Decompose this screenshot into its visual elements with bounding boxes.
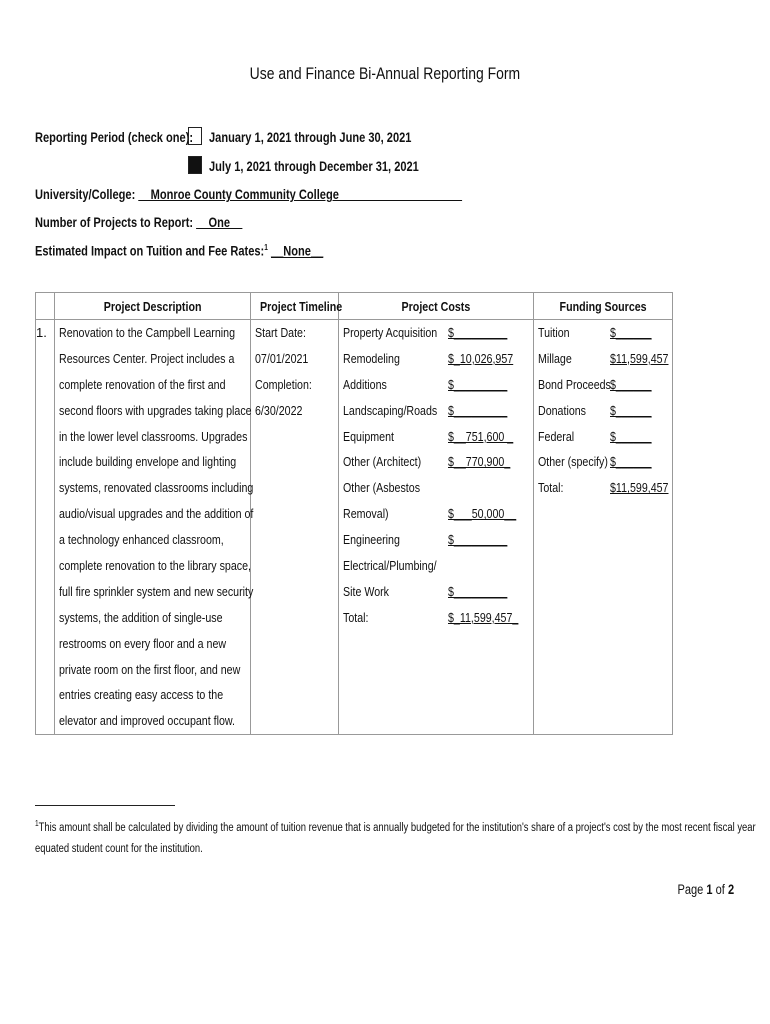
cost-item [343, 372, 533, 398]
funding-item [538, 475, 672, 501]
timeline-cell [251, 320, 339, 735]
cost-item [343, 398, 533, 424]
timeline-line-text: 07/01/2021 [255, 350, 309, 366]
cost-item [343, 527, 533, 553]
description-line [59, 579, 254, 605]
table-row [36, 320, 673, 735]
description-line-text: Resources Center. Project includes a [59, 350, 235, 366]
description-line-text: full fire sprinkler system and new security [59, 583, 254, 599]
table-header-row [36, 293, 673, 320]
page-number [665, 882, 734, 897]
cost-amount: $___50,000__ [448, 506, 517, 522]
description-line [59, 553, 250, 579]
funding-label: Millage [538, 350, 572, 366]
cost-amount: $_11,599,457_ [448, 609, 519, 625]
description-line-text: private room on the first floor, and new [59, 661, 241, 677]
cost-label: Other (Asbestos [343, 480, 421, 496]
description-line-text: systems, the addition of single-use [59, 609, 223, 625]
cost-label: Electrical/Plumbing/ [343, 558, 437, 574]
description-line [59, 501, 254, 527]
page-current: 1 [706, 882, 713, 897]
cost-label: Remodeling [343, 350, 400, 366]
cost-amount: $_________ [448, 532, 508, 548]
cost-amount: $_10,026,957 [448, 350, 514, 366]
reporting-period-label: Reporting Period (check one): [35, 130, 194, 145]
description-line [59, 605, 250, 631]
cost-item [343, 424, 533, 450]
description-line [59, 708, 250, 734]
cost-label: Other (Architect) [343, 454, 422, 470]
footnote-line2 [35, 843, 240, 855]
description-line-text: complete renovation to the library space, [59, 558, 251, 574]
timeline-line-text: Completion: [255, 376, 312, 392]
cost-item [343, 320, 533, 346]
timeline-line [255, 346, 338, 372]
cost-item [343, 346, 533, 372]
period-option2-checkbox[interactable] [188, 156, 202, 174]
funding-amount: $11,599,457 [610, 350, 669, 366]
costs-cell [339, 320, 534, 735]
cost-label: Site Work [343, 583, 390, 599]
timeline-line [255, 372, 338, 398]
description-line-text: audio/visual upgrades and the addition of [59, 506, 254, 522]
funding-cell [534, 320, 673, 735]
description-line-text: systems, renovated classrooms including [59, 480, 254, 496]
impact-field [35, 243, 387, 259]
footnote-mark: 1 [35, 819, 39, 828]
description-line-text: restrooms on every floor and a new [59, 635, 227, 651]
description-cell [55, 320, 254, 735]
footnote-divider [35, 805, 175, 806]
cost-item [343, 475, 533, 501]
description-line-text: a technology enhanced classroom, [59, 532, 224, 548]
description-line [59, 657, 250, 683]
university-value: __Monroe County Community College____________________ [138, 187, 463, 202]
timeline-line-text: Start Date: [255, 325, 306, 340]
header-costs: Project Costs [339, 293, 534, 320]
description-line-text: entries creating easy access to the [59, 687, 224, 703]
header-timeline: Project Timeline [251, 293, 339, 320]
funding-label: Tuition [538, 325, 570, 340]
cost-label: Engineering [343, 532, 400, 548]
page-of: of [715, 882, 725, 897]
header-description: Project Description [55, 293, 251, 320]
university-field [35, 187, 556, 202]
cost-amount: $_________ [448, 402, 508, 418]
cost-label: Removal) [343, 506, 389, 522]
cost-amount: $_________ [448, 376, 508, 392]
description-line-text: elevator and improved occupant flow. [59, 713, 236, 729]
footnote-text2: equated student count for the institution. [35, 843, 203, 855]
num-projects-label: Number of Projects to Report: [35, 215, 194, 230]
timeline-line [255, 320, 338, 346]
description-line [59, 631, 250, 657]
period-option2-label: July 1, 2021 through December 31, 2021 [209, 159, 419, 174]
funding-amount: $______ [610, 402, 652, 418]
funding-item [538, 320, 672, 346]
footnote-text1: This amount shall be calculated by dividing the amount of tuition revenue that is annually budgeted for the institution's share of a project's cost by the most recent fiscal year [38, 821, 756, 834]
funding-amount: $______ [610, 428, 652, 444]
description-line-text: Renovation to the Campbell Learning [59, 325, 236, 340]
cost-amount: $_________ [448, 583, 508, 599]
funding-item [538, 346, 672, 372]
cost-item [343, 553, 533, 579]
cost-item [343, 579, 533, 605]
funding-amount: $______ [610, 325, 652, 340]
description-line [59, 449, 250, 475]
page-prefix: Page [677, 882, 704, 897]
funding-item [538, 424, 672, 450]
funding-label: Other (specify) [538, 454, 608, 470]
cost-label: Equipment [343, 428, 394, 444]
university-label: University/College: [35, 187, 136, 202]
cost-amount: $_________ [448, 325, 508, 340]
footnote-line1 [35, 819, 770, 834]
funding-item [538, 398, 672, 424]
cost-label: Total: [343, 609, 369, 625]
impact-footnote-mark: 1 [264, 243, 268, 252]
period-option1-checkbox[interactable] [188, 127, 202, 145]
cost-label: Property Acquisition [343, 325, 438, 340]
impact-label: Estimated Impact on Tuition and Fee Rates: [35, 243, 265, 259]
header-funding: Funding Sources [534, 293, 673, 320]
funding-item [538, 449, 672, 475]
form-title: Use and Finance Bi-Annual Reporting Form [249, 64, 521, 83]
description-line [59, 527, 250, 553]
num-projects-field [35, 215, 288, 230]
funding-label: Federal [538, 428, 575, 444]
description-line [59, 475, 254, 501]
description-line [59, 398, 250, 424]
funding-label: Donations [538, 402, 587, 418]
timeline-line-text: 6/30/2022 [255, 402, 303, 418]
cost-item [343, 449, 533, 475]
impact-value: __None__ [270, 243, 324, 259]
funding-label: Bond Proceeds [538, 376, 611, 392]
description-line [59, 682, 250, 708]
funding-item [538, 372, 672, 398]
cost-label: Landscaping/Roads [343, 402, 438, 418]
timeline-line [255, 398, 338, 424]
description-line-text: second floors with upgrades taking place [59, 402, 252, 418]
description-line [59, 424, 250, 450]
funding-amount: $11,599,457 [610, 480, 669, 496]
project-table [35, 292, 673, 735]
num-projects-value: __One__ [196, 215, 243, 230]
page-total: 2 [727, 882, 734, 897]
cost-item [343, 605, 533, 631]
funding-amount: $______ [610, 376, 652, 392]
description-line-text: include building envelope and lighting [59, 454, 237, 470]
description-line [59, 320, 250, 346]
description-line [59, 346, 250, 372]
funding-amount: $______ [610, 454, 652, 470]
description-line-text: in the lower level classrooms. Upgrades [59, 428, 248, 444]
description-line [59, 372, 250, 398]
row-number-cell [36, 320, 55, 735]
cost-item [343, 501, 533, 527]
row-number: 1. [36, 325, 47, 340]
period-option1-label: January 1, 2021 through June 30, 2021 [209, 130, 412, 145]
cost-label: Additions [343, 376, 387, 392]
cost-amount: $__770,900_ [448, 454, 511, 470]
header-number [36, 293, 55, 320]
description-line-text: complete renovation of the first and [59, 376, 226, 392]
funding-label: Total: [538, 480, 564, 496]
cost-amount: $__751,600 _ [448, 428, 514, 444]
